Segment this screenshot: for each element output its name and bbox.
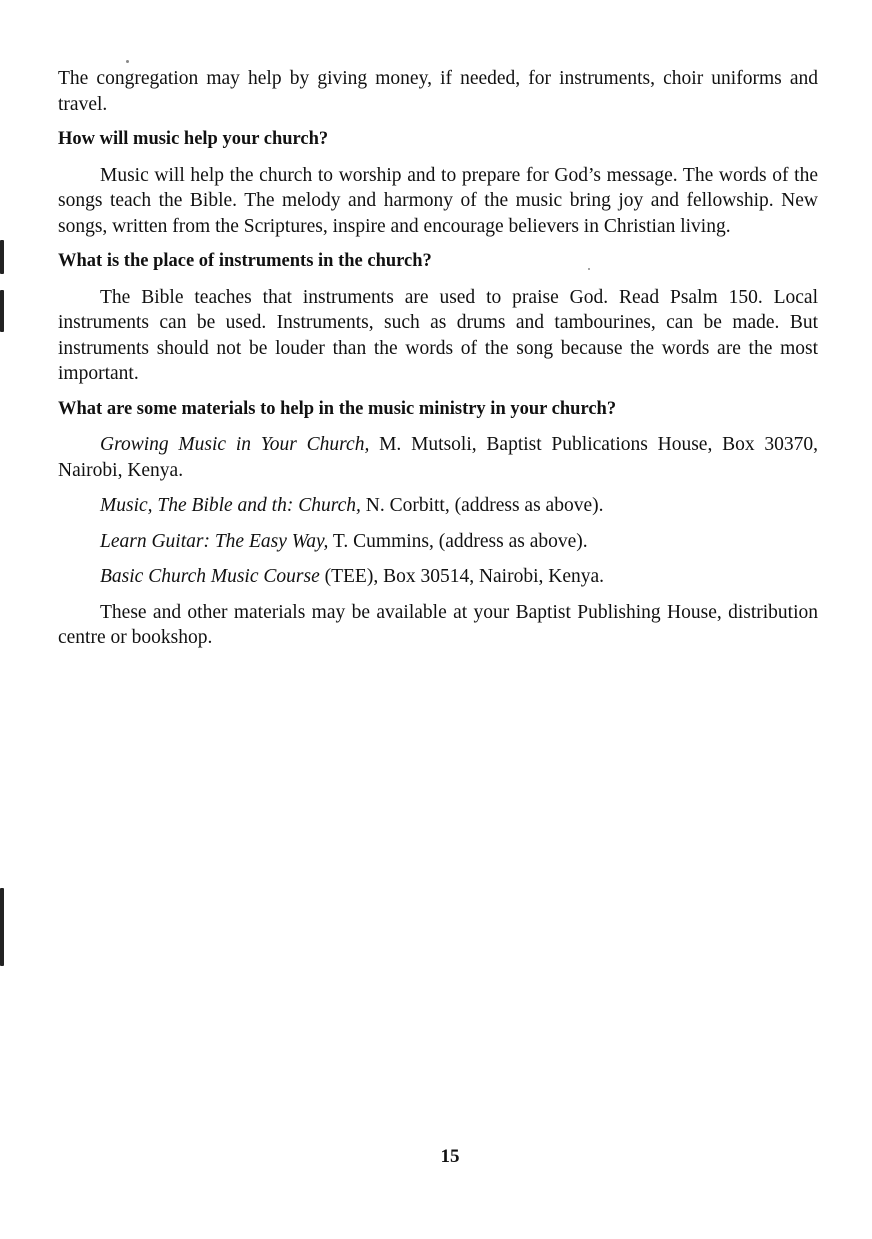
body-text [58,66,818,661]
paragraph-congregation: The congregation may help by giving money, if needed, for instruments, choir uniforms and travel. [58,68,818,115]
reference-details: T. Cummins, (address as above). [328,530,588,552]
paragraph-instruments: The Bible teaches that instruments are used to praise God. Read Psalm 150. Local instruments can be used. Instruments, such as drums and tambourines, can be made. But instruments should not be louder than the words of the song because the words are the most important. [58,286,818,384]
paragraph-music-help: Music will help the church to worship and to prepare for God’s message. The words of the songs teach the Bible. The melody and harmony of the music bring joy and fellowship. New songs, written from the Scriptures, inspire and encourage believers in Christian living. [58,164,818,237]
reference-title: Basic Church Music Course [100,566,320,587]
heading-music-help: How will music help your church? [58,129,329,149]
scan-edge-mark [0,888,4,966]
reference-item [58,564,818,590]
reference-item [58,493,818,519]
heading-materials: What are some materials to help in the music ministry in your church? [58,398,617,419]
reference-details: M. Mutsoli, Baptist Publications House, Box 30370, Nairobi, Kenya. [58,434,818,481]
scan-speck [126,60,129,63]
reference-item [58,529,818,555]
reference-title: Learn Guitar: The Easy Way, [100,530,329,552]
reference-title: Music, The Bible and th: Church, [100,495,361,516]
scan-edge-mark [0,240,4,274]
heading-instruments: What is the place of instruments in the church? [58,251,432,271]
page-number: 15 [440,1146,460,1167]
paragraph-availability: These and other materials may be available at your Baptist Publishing House, distribution centre or bookshop. [58,601,818,648]
reference-details: (TEE), Box 30514, Nairobi, Kenya. [319,566,605,587]
reference-title: Growing Music in Your Church, [100,434,370,455]
reference-item [58,432,818,483]
reference-details: N. Corbitt, (address as above). [360,495,604,516]
scan-edge-mark [0,290,4,332]
